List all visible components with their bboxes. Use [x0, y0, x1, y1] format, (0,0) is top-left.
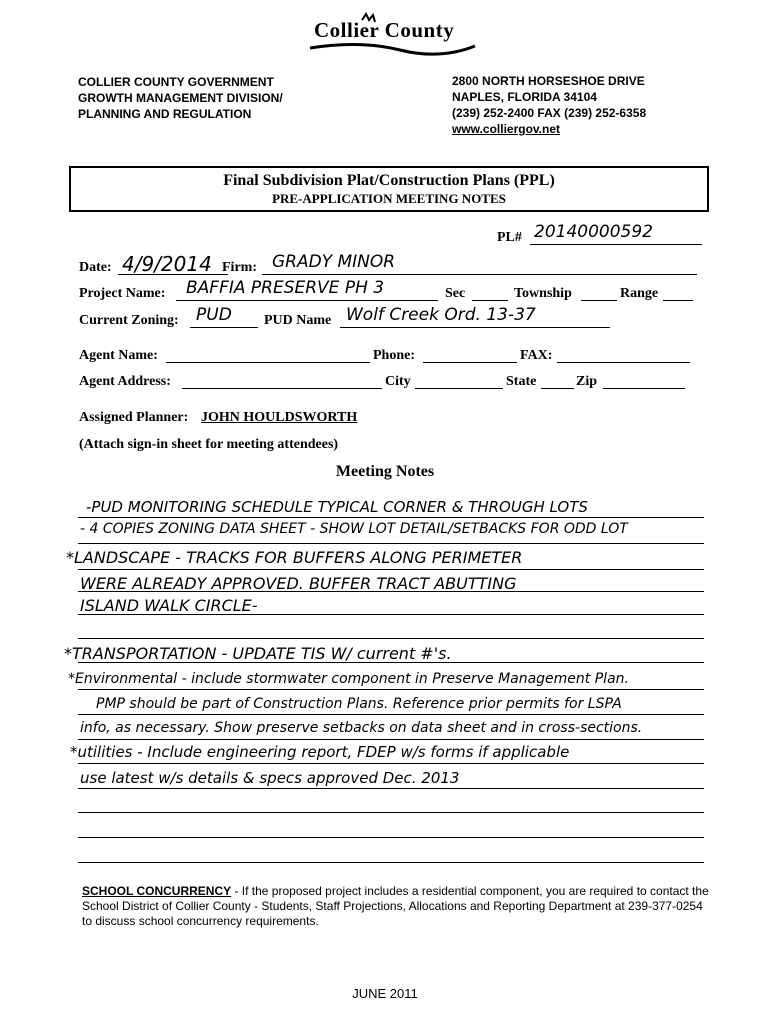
pud-name-field[interactable]: Wolf Creek Ord. 13-37 [346, 305, 536, 325]
note-line: ISLAND WALK CIRCLE- [80, 596, 258, 615]
agent-address-label: Agent Address: [79, 374, 171, 389]
township-label: Township [514, 286, 572, 301]
agent-address-field[interactable] [182, 388, 382, 389]
note-line: WERE ALREADY APPROVED. BUFFER TRACT ABUTTING [80, 574, 517, 593]
note-line: use latest w/s details & specs approved Dec. 2013 [80, 769, 460, 787]
zip-field[interactable] [603, 388, 685, 389]
form-revision-date: JUNE 2011 [352, 986, 418, 1001]
agent-name-field[interactable] [166, 362, 370, 363]
date-label: Date: [79, 260, 112, 275]
zip-label: Zip [576, 374, 598, 389]
note-line: *utilities - Include engineering report, FDEP w/s forms if applicable [70, 743, 570, 761]
firm-label: Firm: [222, 260, 257, 275]
date-field[interactable]: 4/9/2014 [122, 252, 212, 276]
logo-text: Collier County [314, 18, 455, 42]
fax-field[interactable] [557, 362, 690, 363]
school-concurrency-heading: SCHOOL CONCURRENCY [82, 884, 232, 898]
state-field[interactable] [541, 388, 574, 389]
firm-field[interactable]: GRADY MINOR [272, 252, 396, 272]
range-field[interactable] [663, 300, 693, 301]
agency-line: GROWTH MANAGEMENT DIVISION/ [78, 91, 283, 105]
form-subtitle: PRE-APPLICATION MEETING NOTES [272, 191, 506, 206]
note-line: - 4 COPIES ZONING DATA SHEET - SHOW LOT DETAIL/SETBACKS FOR ODD LOT [80, 521, 628, 537]
pud-name-label: PUD Name [264, 313, 332, 328]
note-line: *Environmental - include stormwater component in Preserve Management Plan. [68, 671, 629, 687]
agency-line: PLANNING AND REGULATION [78, 107, 252, 121]
pl-label: PL# [497, 230, 522, 245]
sec-field[interactable] [472, 300, 508, 301]
township-field[interactable] [581, 300, 617, 301]
project-name-field[interactable]: BAFFIA PRESERVE PH 3 [186, 278, 385, 298]
address-line: NAPLES, FLORIDA 34104 [452, 90, 597, 104]
planner-name: JOHN HOULDSWORTH [201, 410, 358, 425]
phone-label: Phone: [373, 348, 415, 363]
note-line: PMP should be part of Construction Plans. Reference prior permits for LSPA [96, 696, 622, 712]
city-field[interactable] [415, 388, 503, 389]
note-line: *LANDSCAPE - TRACKS FOR BUFFERS ALONG PERIMETER [66, 548, 523, 567]
address-line: 2800 NORTH HORSESHOE DRIVE [452, 74, 645, 88]
phone-field[interactable] [423, 362, 517, 363]
range-label: Range [620, 286, 659, 301]
title-box [69, 166, 709, 212]
form-title: Final Subdivision Plat/Construction Plans (PPL) [223, 172, 555, 189]
agency-line: COLLIER COUNTY GOVERNMENT [78, 75, 274, 89]
project-name-label: Project Name: [79, 286, 166, 301]
note-line: *TRANSPORTATION - UPDATE TIS W/ current #'s. [64, 644, 452, 663]
website-link[interactable]: www.colliergov.net [452, 122, 561, 136]
school-concurrency-paragraph [82, 884, 712, 929]
county-logo [300, 12, 500, 62]
meeting-notes-heading: Meeting Notes [335, 463, 435, 480]
sec-label: Sec [445, 286, 466, 301]
fax-label: FAX: [520, 348, 553, 363]
pl-number-field[interactable]: 20140000592 [534, 222, 653, 242]
agent-name-label: Agent Name: [79, 348, 158, 363]
agency-address-block [78, 74, 283, 122]
zoning-field[interactable]: PUD [196, 305, 232, 325]
sign-in-note: (Attach sign-in sheet for meeting attendees) [79, 437, 339, 452]
city-label: City [385, 374, 411, 389]
office-address-block [452, 73, 646, 137]
zoning-label: Current Zoning: [79, 313, 179, 328]
planner-label: Assigned Planner: [79, 410, 189, 425]
address-line: (239) 252-2400 FAX (239) 252-6358 [452, 106, 647, 120]
school-concurrency-text: - If the proposed project includes a residential component, you are required to contact the School District of Collier County - Students, Staff Projections, Allocations and Reporting Department at 239-377-0254 to discuss school concurrency requirements. [82, 884, 709, 928]
state-label: State [506, 374, 537, 389]
note-line: info, as necessary. Show preserve setbacks on data sheet and in cross-sections. [80, 720, 643, 736]
note-line: -PUD MONITORING SCHEDULE TYPICAL CORNER & THROUGH LOTS [86, 498, 588, 516]
